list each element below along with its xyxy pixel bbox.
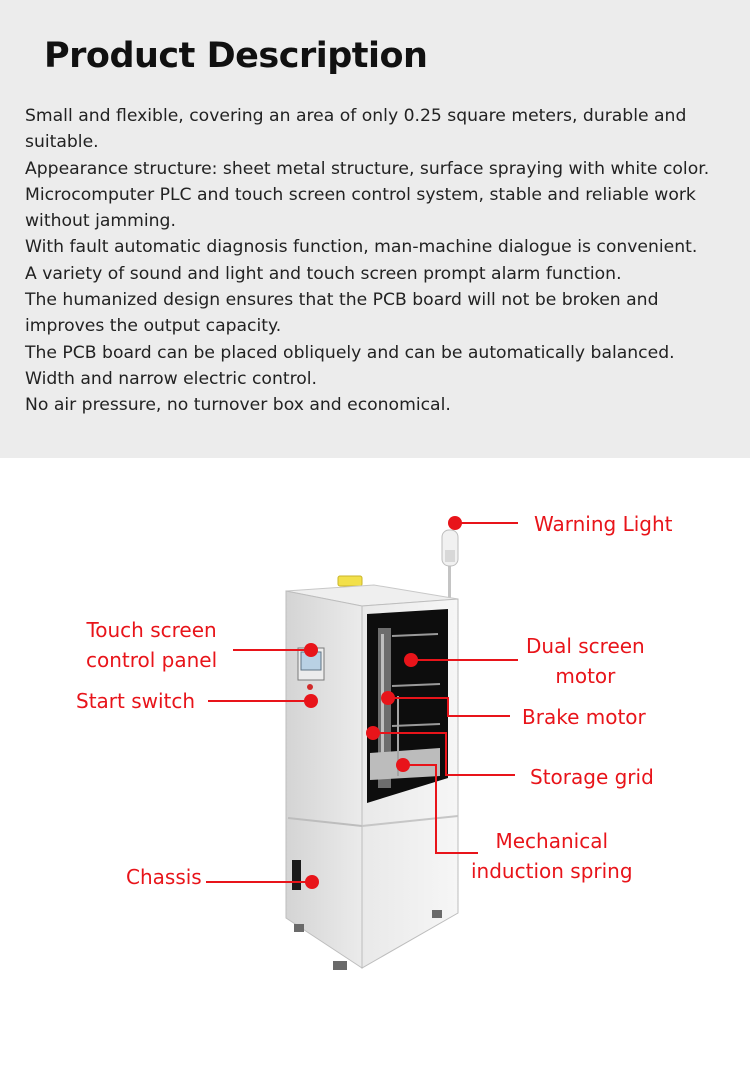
feature-item: A variety of sound and light and touch screen prompt alarm function. [25,263,622,284]
page-title: Product Description [44,36,428,76]
machine-diagram [0,458,750,1082]
feature-item: Appearance structure: sheet metal structure, surface spraying with white color. [25,158,710,179]
chassis-label: Chassis [126,865,202,889]
chassis-vent [292,860,301,890]
feature-item: Width and narrow electric control. [25,368,318,389]
warning-light-label: Warning Light [534,512,673,536]
feature-item: No air pressure, no turnover box and economical. [25,395,451,416]
brake-motor-label: Brake motor [522,705,646,729]
product-description-panel [0,0,750,458]
top-indicator [338,576,362,586]
feature-item: The humanized design ensures that the PCB board will not be broken and improves the output capacity. [25,290,659,337]
touch-screen-label: Touch screen control panel [86,618,218,672]
dual-screen-motor-label: Dual screen motor [526,634,645,688]
storage-grid-label: Storage grid [530,765,654,789]
feature-item: Microcomputer PLC and touch screen control system, stable and reliable work without jamming. [25,184,696,232]
start-switch-label: Start switch [76,689,196,713]
warning-light-assembly [442,530,458,602]
feature-item: With fault automatic diagnosis function, man-machine dialogue is convenient. [25,237,698,258]
feature-list [25,103,730,419]
feature-item: The PCB board can be placed obliquely and can be automatically balanced. [25,342,675,363]
start-switch [307,684,313,690]
mechanical-spring-label: Mechanical induction spring [471,829,633,883]
feature-item: Small and flexible, covering an area of only 0.25 square meters, durable and suitable. [25,106,687,153]
